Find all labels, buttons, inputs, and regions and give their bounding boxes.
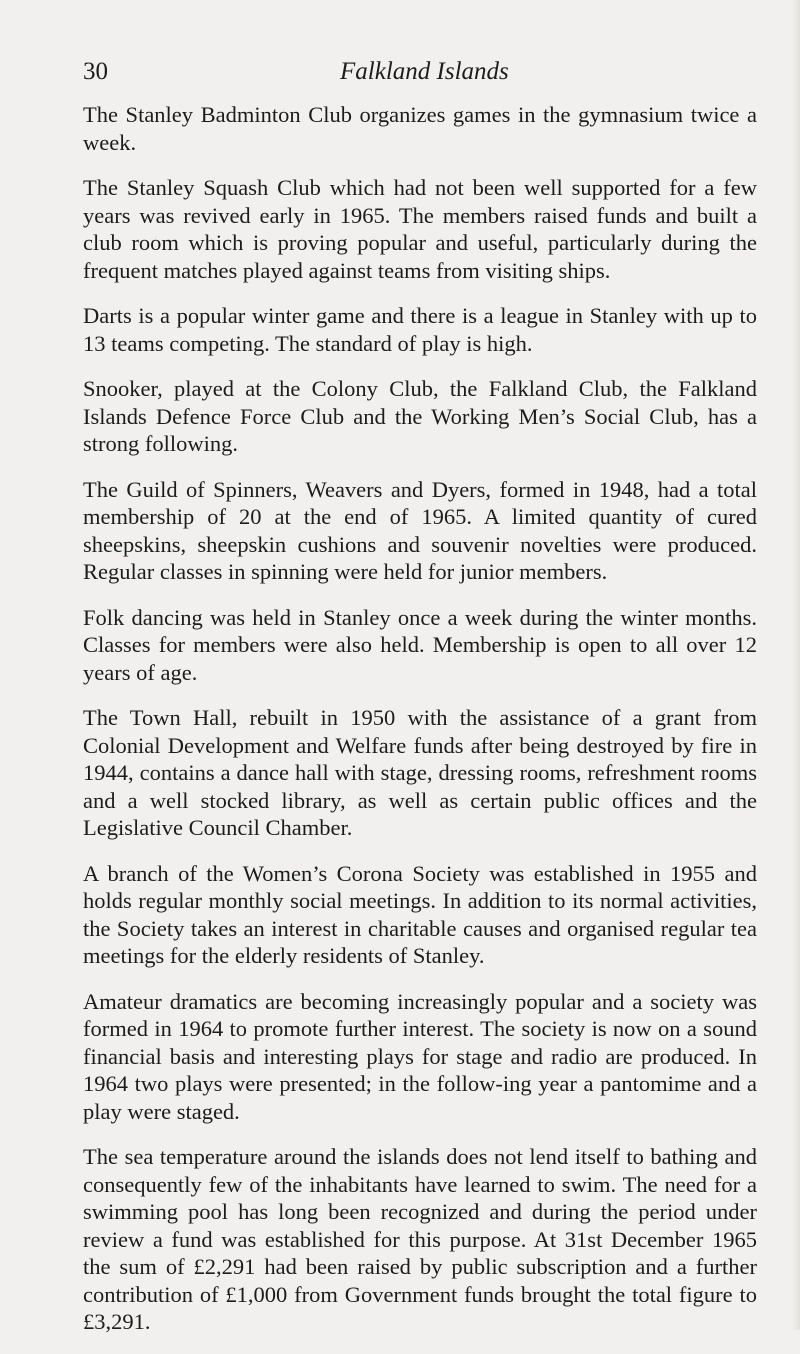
paragraph-squash: The Stanley Squash Club which had not been well supported for a few years was revived early in 1965. The members raised funds and built a club room which is proving popular and useful, particularly during the frequent matches played against teams from visiting ships.: [83, 175, 757, 283]
page-header: [0, 54, 800, 94]
page-edge-shadow: [792, 0, 800, 1330]
paragraph-folk-dancing: Folk dancing was held in Stanley once a week during the winter months. Classes for members were also held. Membership is open to all over 12 years of age.: [83, 604, 757, 685]
paragraph-swimming-pool: The sea temperature around the islands does not lend itself to bathing and consequently few of the inhabitants have learned to swim. The need for a swimming pool has long been recognized and during the period under review a fund was established for this purpose. At 31st December 1965 the sum of £2,291 had been raised by public subscription and a further contribution of £1,000 from Government funds brought the total figure to £3,291.: [83, 1144, 757, 1334]
paragraph-snooker: Snooker, played at the Colony Club, the Falkland Club, the Falkland Islands Defence Force Club and the Working Men’s Social Club, has a strong following.: [83, 376, 757, 456]
body-text: [83, 101, 757, 1354]
running-title: Falkland Islands: [340, 58, 509, 85]
page-number: 30: [83, 58, 108, 85]
paragraph-darts: Darts is a popular winter game and there is a league in Stanley with up to 13 teams competing. The standard of play is high.: [83, 303, 757, 356]
paragraph-town-hall: The Town Hall, rebuilt in 1950 with the assistance of a grant from Colonial Development and Welfare funds after being destroyed by fire in 1944, contains a dance hall with stage, dressing rooms, refreshment rooms and a well stocked library, as well as certain public offices and the Legislative Council Chamber.: [83, 705, 757, 840]
paragraph-corona-society: A branch of the Women’s Corona Society was established in 1955 and holds regular monthly social meetings. In addition to its normal activities, the Society takes an interest in charitable causes and organised regular tea meetings for the elderly residents of Stanley.: [83, 860, 757, 968]
paragraph-badminton: The Stanley Badminton Club organizes games in the gymnasium twice a week.: [83, 102, 757, 155]
paragraph-guild-of-spinners: The Guild of Spinners, Weavers and Dyers, formed in 1948, had a total membership of 20 at the end of 1965. A limited quantity of cured sheepskins, sheepskin cushions and souvenir novelties were produced. Regular classes in spinning were held for junior members.: [83, 476, 757, 584]
paragraph-amateur-dramatics: Amateur dramatics are becoming increasingly popular and a society was formed in 1964 to promote further interest. The society is now on a sound financial basis and interesting plays for stage and radio are produced. In 1964 two plays were presented; in the follow-ing year a pantomime and a play were staged.: [83, 988, 757, 1124]
